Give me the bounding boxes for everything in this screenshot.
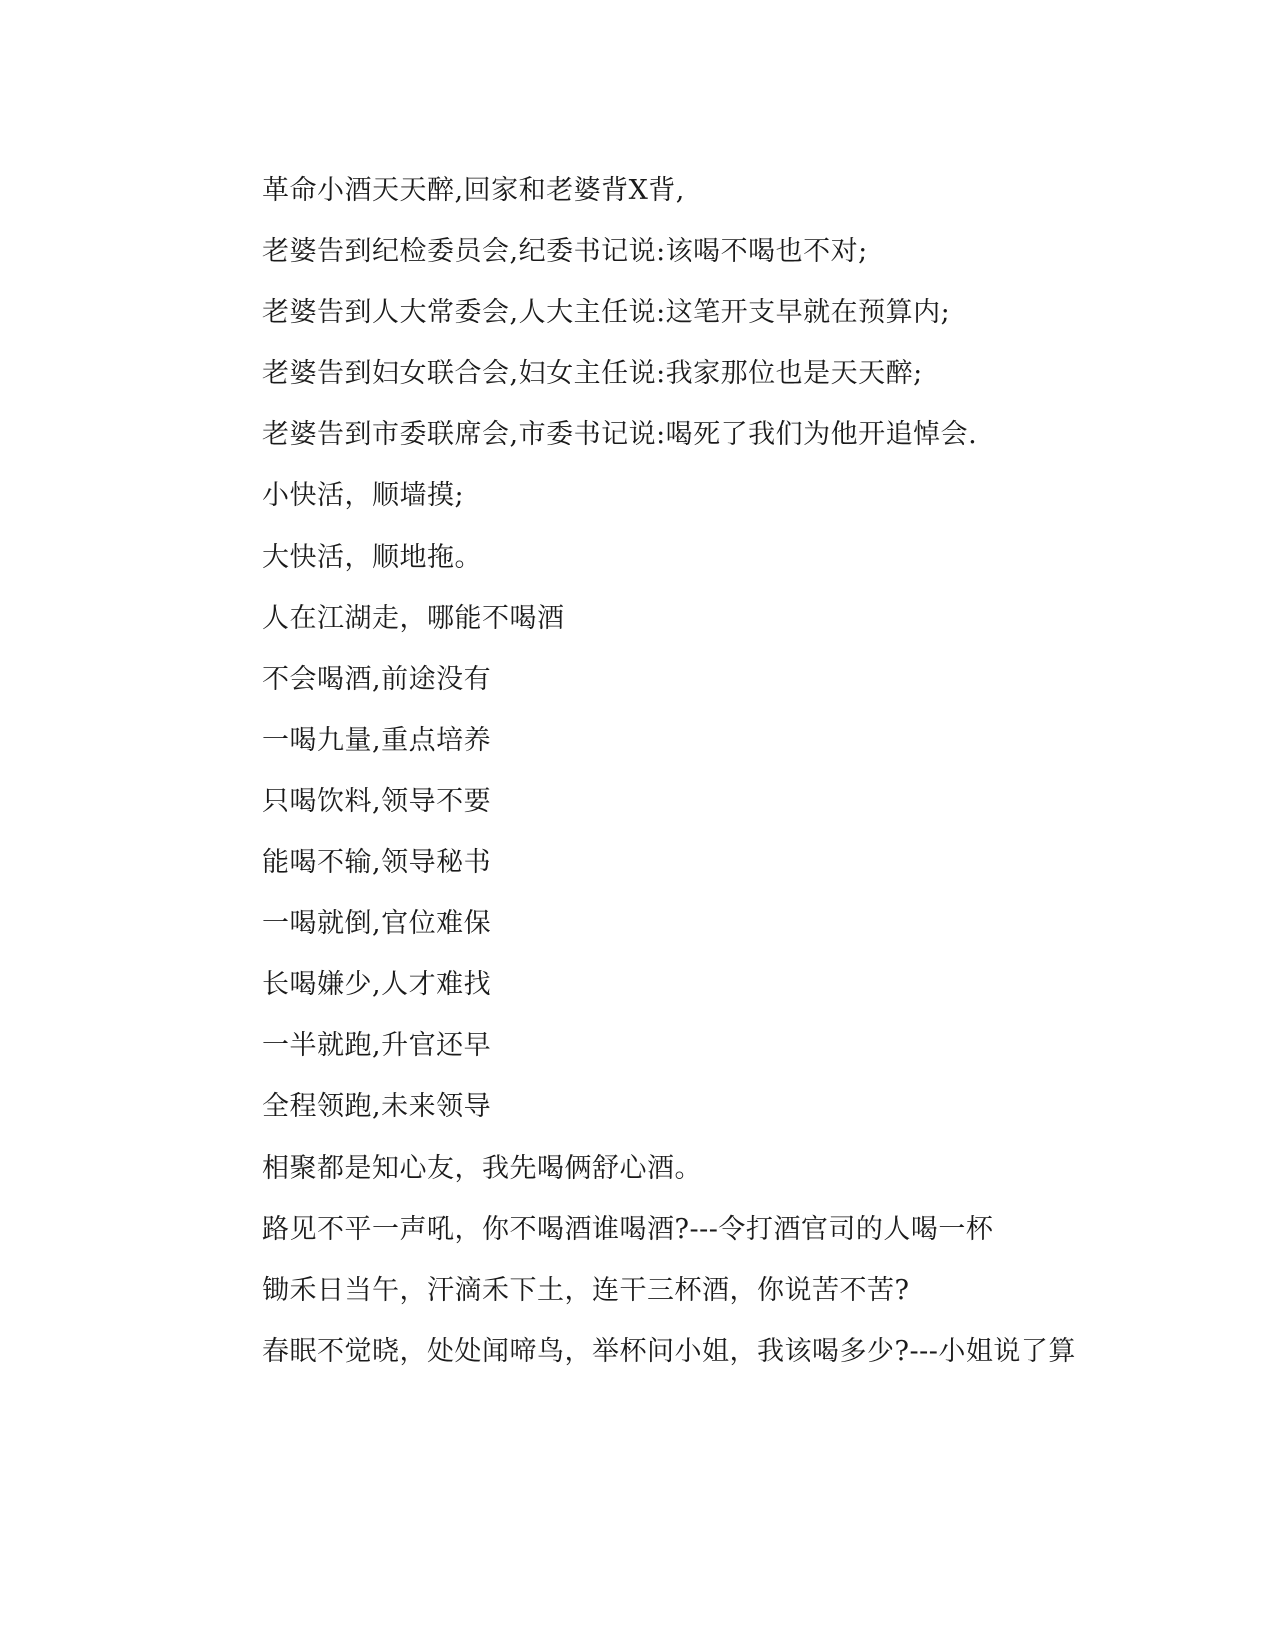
- text-line: 革命小酒天天醉,回家和老婆背X背,: [262, 175, 685, 206]
- text-line: 一喝九量,重点培养: [262, 724, 492, 756]
- text-line: 能喝不输,领导秘书: [262, 847, 492, 879]
- text-line: 相聚都是知心友，我先喝俩舒心酒。: [262, 1152, 702, 1184]
- text-line: 老婆告到人大常委会,人大主任说:这笔开支早就在预算内;: [262, 297, 951, 329]
- text-line: 一半就跑,升官还早: [262, 1030, 492, 1062]
- text-line: 老婆告到妇女联合会,妇女主任说:我家那位也是天天醉;: [262, 358, 923, 390]
- text-line: 锄禾日当午，汗滴禾下土，连干三杯酒，你说苦不苦?: [262, 1274, 910, 1306]
- text-line: 一喝就倒,官位难保: [262, 908, 492, 940]
- text-line: 人在江湖走，哪能不喝酒: [262, 602, 565, 634]
- text-line: 大快活，顺地拖。: [262, 541, 482, 573]
- text-line: 长喝嫌少,人才难找: [262, 969, 492, 1001]
- text-line: 春眠不觉晓，处处闻啼鸟，举杯问小姐，我该喝多少?---小姐说了算: [262, 1335, 1076, 1367]
- text-line: 老婆告到纪检委员会,纪委书记说:该喝不喝也不对;: [262, 236, 868, 268]
- text-line: 不会喝酒,前途没有: [262, 663, 492, 695]
- text-line: 路见不平一声吼，你不喝酒谁喝酒?---令打酒官司的人喝一杯: [262, 1213, 994, 1245]
- text-line: 全程领跑,未来领导: [262, 1091, 492, 1123]
- document-body: [188, 160, 1088, 1382]
- text-line: 只喝饮料,领导不要: [262, 785, 492, 817]
- text-line: 小快活，顺墙摸;: [262, 480, 465, 512]
- text-line: 老婆告到市委联席会,市委书记说:喝死了我们为他开追悼会.: [262, 419, 978, 451]
